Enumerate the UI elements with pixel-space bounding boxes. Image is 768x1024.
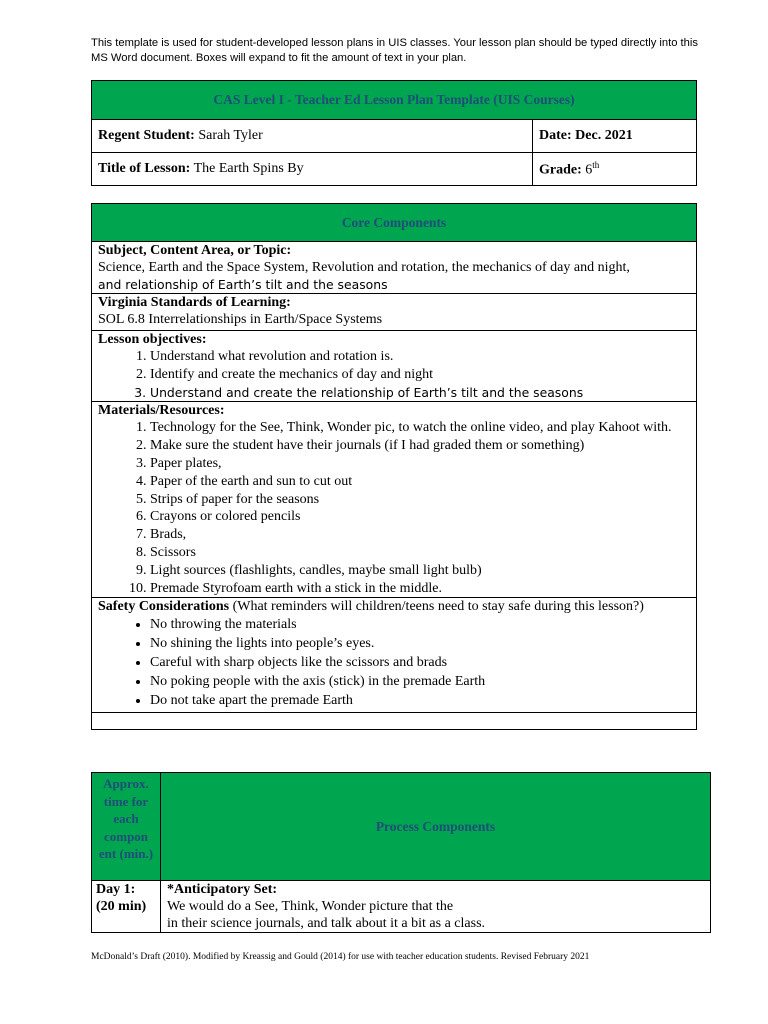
standards-value: SOL 6.8 Interrelationships in Earth/Space Systems (98, 312, 383, 327)
objectives-label: Lesson objectives: (98, 332, 207, 347)
grade-suffix: th (592, 159, 600, 170)
empty-row (92, 713, 697, 730)
subject-label: Subject, Content Area, or Topic: (98, 243, 292, 258)
material-item: 8. Scissors (150, 544, 690, 562)
lesson-title-value: The Earth Spins By (193, 161, 304, 176)
materials-list (98, 419, 690, 597)
objectives-section (92, 331, 697, 402)
objective-item: 1. Understand what revolution and rotation is. (150, 348, 690, 366)
safety-item: • No shining the lights into people’s eyes. (150, 634, 690, 653)
standards-label: Virginia Standards of Learning: (98, 295, 291, 310)
safety-label: Safety Considerations (98, 599, 230, 615)
safety-note: (What reminders will children/teens need to stay safe during this lesson?) (229, 599, 644, 615)
material-item: 2. Make sure the student have their journals (if I had graded them or something) (150, 437, 690, 455)
day-label: Day 1: (96, 882, 136, 897)
subject-line-1: Science, Earth and the Space System, Revolution and rotation, the mechanics of day and night, (98, 260, 630, 275)
material-item: 4. Paper of the earth and sun to cut out (150, 473, 690, 491)
date-cell (533, 120, 697, 153)
safety-item: • No throwing the materials (150, 615, 690, 634)
process-components-title: Process Components (161, 773, 711, 881)
date-value: Dec. 2021 (575, 128, 633, 143)
objective-item: 2. Identify and create the mechanics of day and night (150, 366, 690, 384)
anticipatory-set-cell (161, 881, 711, 933)
standards-section (92, 294, 697, 331)
safety-item: • Careful with sharp objects like the scissors and brads (150, 653, 690, 672)
core-components-table (91, 203, 697, 730)
safety-item: • Do not take apart the premade Earth (150, 691, 690, 710)
subject-section (92, 242, 697, 294)
anticipatory-set-line-2: in their science journals, and talk about it a bit as a class. (167, 916, 486, 931)
materials-label: Materials/Resources: (98, 403, 225, 419)
day-time: (20 min) (96, 899, 147, 914)
approx-time-header: Approx. time for each compon ent (min.) (92, 773, 161, 881)
day-cell (92, 881, 161, 933)
student-cell (92, 120, 533, 153)
template-title: CAS Level I - Teacher Ed Lesson Plan Template (UIS Courses) (92, 81, 697, 120)
safety-item: • No poking people with the axis (stick) in the premade Earth (150, 672, 690, 691)
grade-value: 6 (585, 162, 593, 178)
material-item: 6. Crayons or colored pencils (150, 508, 690, 526)
student-label: Regent Student: (98, 128, 195, 143)
anticipatory-set-line-1: We would do a See, Think, Wonder picture that the (167, 899, 454, 914)
grade-cell (533, 153, 697, 186)
template-instructions: This template is used for student-developed lesson plans in UIS classes. Your lesson plan should be typed directly into this MS Word document. Boxes will expand to fit the amount of text in your plan. (91, 37, 698, 64)
material-item: 3. Paper plates, (150, 455, 690, 473)
safety-list (98, 615, 690, 712)
lesson-title-label: Title of Lesson: (98, 161, 191, 176)
material-item: 1. Technology for the See, Think, Wonder pic, to watch the online video, and play Kahoot with. (150, 419, 690, 437)
student-name: Sarah Tyler (198, 128, 263, 143)
footer-citation: McDonald’s Draft (2010). Modified by Kreassig and Gould (2014) for use with teacher education students. Revised February 2021 (91, 952, 590, 962)
objectives-list (98, 348, 690, 401)
anticipatory-set-label: *Anticipatory Set: (167, 882, 278, 897)
lesson-title-cell (92, 153, 533, 186)
material-item: 5. Strips of paper for the seasons (150, 491, 690, 509)
header-table (91, 80, 697, 186)
materials-section (92, 402, 697, 598)
subject-line-2: and relationship of Earth’s tilt and the seasons (98, 277, 388, 292)
material-item: 10. Premade Styrofoam earth with a stick in the middle. (150, 580, 690, 598)
material-item: 9. Light sources (flashlights, candles, maybe small light bulb) (150, 562, 690, 580)
process-components-table (91, 772, 711, 933)
objective-item: 3. Understand and create the relationship of Earth’s tilt and the seasons (150, 384, 690, 402)
material-item: 7. Brads, (150, 526, 690, 544)
safety-section (92, 598, 697, 713)
grade-label: Grade: (539, 162, 582, 178)
date-label: Date: (539, 128, 572, 143)
core-components-title: Core Components (92, 204, 697, 242)
